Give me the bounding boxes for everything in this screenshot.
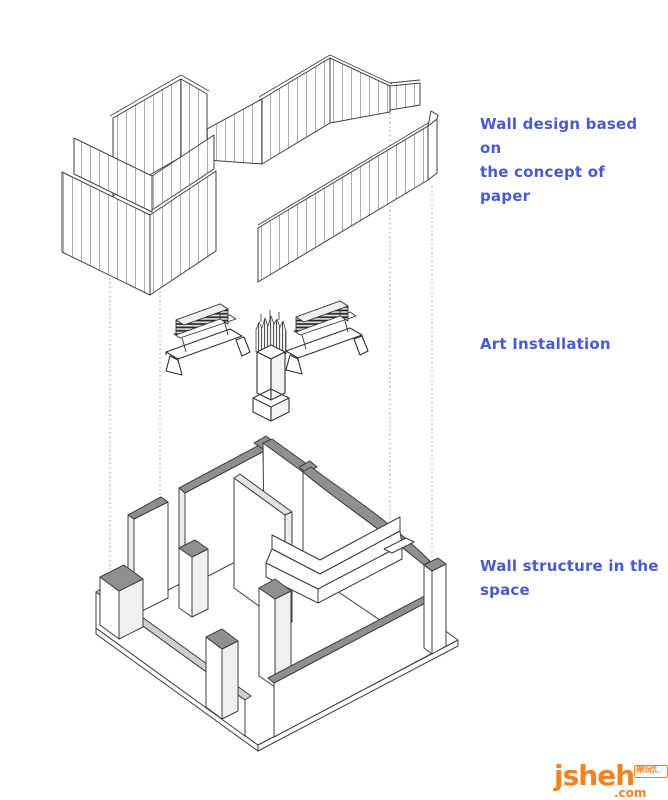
paper-wall <box>207 99 262 164</box>
annotation-line: space <box>480 581 530 599</box>
annotation-art-installation <box>480 332 660 356</box>
column <box>179 540 208 617</box>
annotation-line: the concept of paper <box>480 163 605 205</box>
art-installation-layer <box>166 301 368 421</box>
paper-fold <box>428 119 437 180</box>
column <box>100 565 143 639</box>
door-jamb-face <box>424 565 432 654</box>
paper-wall <box>330 58 390 123</box>
bench <box>286 328 368 374</box>
paper-panel-end <box>390 83 420 110</box>
watermark-name: jsheh <box>554 759 635 792</box>
room-structure-layer <box>96 436 458 751</box>
annotation-wall-design <box>480 112 660 208</box>
watermark-logo <box>552 760 668 800</box>
annotation-line: Wall structure in the <box>480 557 659 575</box>
annotation-line: Wall design based on <box>480 115 638 157</box>
watermark-tld: .com <box>614 786 647 800</box>
paper-panel-edge <box>390 80 420 83</box>
annotation-line: Art Installation <box>480 335 611 353</box>
door-jamb-front <box>432 564 446 654</box>
pedestal <box>253 345 289 421</box>
watermark-cn-text: 聚设汇 <box>634 765 668 778</box>
column <box>206 629 238 719</box>
annotation-wall-structure <box>480 554 660 602</box>
paper-wall-layer <box>62 55 438 295</box>
paper-wall <box>262 58 330 164</box>
